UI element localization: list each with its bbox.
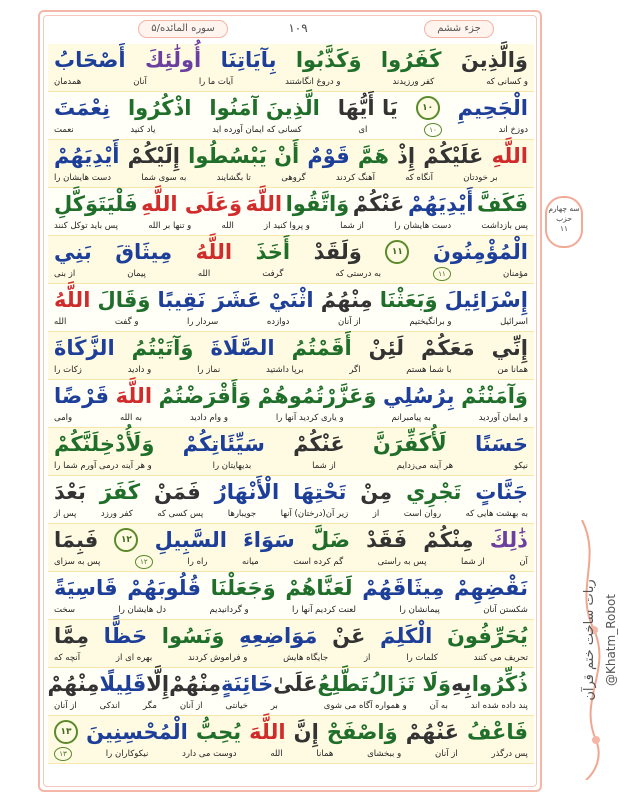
arabic-word: فَلْيَتَوَكَّلِ (54, 192, 138, 216)
arabic-word: أَيْدِيَهُمْ (407, 192, 474, 216)
arabic-word: بِرُسُلِي (383, 384, 455, 408)
word-translation: کفر ورزد (100, 509, 133, 519)
arabic-word: وَعَزَّرْتُمُوهُمْ (257, 384, 377, 408)
arabic-word: مِنْ (360, 480, 393, 504)
word-translation: اگر (349, 365, 361, 375)
watermark-handle: @Khatm_Robot (604, 593, 618, 687)
verse-line (48, 524, 534, 572)
arabic-word: أُولَٰئِكَ (144, 48, 202, 72)
verse-line (48, 188, 534, 236)
word-translation: آنان (133, 77, 147, 87)
arabic-word: فَبِمَا (54, 528, 99, 552)
arabic-word: مِنْكُمْ (423, 528, 474, 552)
arabic-word: اثْنَيْ عَشَرَ (212, 288, 314, 312)
ayah-number-marker: ۱۰ (416, 96, 440, 120)
arabic-word: يُحِبُّ (195, 720, 242, 744)
arabic-word: الْأَنْهَارُ (214, 480, 280, 504)
word-translation: از (363, 653, 371, 663)
verse-line (48, 140, 534, 188)
arabic-word: لَعَنَّاهُمْ (285, 576, 353, 600)
word-translation: الله (54, 317, 67, 327)
word-translation: شکستن آنان (483, 605, 528, 615)
word-translation: الله (197, 269, 211, 279)
word-translation: از آنان (338, 317, 361, 327)
verse-line (48, 44, 534, 92)
word-translation: روان است (403, 509, 442, 519)
arabic-word: كَفَرَ (99, 480, 141, 504)
arabic-word: مِنْهُمْ (169, 672, 222, 696)
arabic-word: يُحَرِّفُونَ (447, 624, 528, 648)
word-translation: و گفت (114, 317, 139, 327)
arabic-row (48, 478, 534, 506)
word-translation: همانا (316, 749, 334, 759)
translation-row (48, 314, 534, 330)
word-translation: به درستی که (335, 269, 382, 279)
arabic-word: عَنْكُمْ (293, 432, 345, 456)
word-translation: خیانتی (225, 701, 248, 711)
word-translation: آیات ما را (198, 77, 234, 87)
arabic-word: وَكَذَّبُوا (295, 48, 362, 72)
translation-row (48, 698, 534, 714)
arabic-word: ذَٰلِكَ (489, 528, 528, 552)
word-translation: همدمان (54, 77, 82, 87)
word-translation: و دادید (127, 365, 152, 375)
arabic-word: اللَّهُ (54, 288, 91, 312)
arabic-row (48, 334, 534, 362)
arabic-word: أَخَذَ (255, 240, 291, 264)
word-translation: نماز را (197, 365, 221, 375)
verse-line (48, 572, 534, 620)
arabic-word: قَوْمٌ (307, 144, 350, 168)
arabic-word: فَقَدْ (366, 528, 408, 552)
arabic-row (48, 190, 534, 218)
arabic-word: اللَّهَ (115, 384, 153, 408)
verse-line (48, 428, 534, 476)
arabic-word: لَئِنْ (368, 336, 405, 360)
arabic-word: إِلَّا (146, 672, 170, 696)
word-translation: و ایمان آوردید (478, 413, 528, 423)
word-translation: از (372, 509, 380, 519)
verse-line (48, 236, 534, 284)
arabic-word: اللَّهَ (245, 192, 283, 216)
arabic-word: مَوَاضِعِهِ (239, 624, 318, 648)
word-translation: تحریف می کنند (473, 653, 528, 663)
word-translation: پس کسی که (157, 509, 204, 519)
word-translation: دست هایشان را (394, 221, 452, 231)
arabic-word: اللَّهَ (249, 720, 286, 744)
word-translation: بر (270, 701, 278, 711)
word-translation: و یاری کردید آنها را (275, 413, 344, 423)
ayah-number-marker-small: ۱۰ (424, 123, 442, 137)
arabic-word: قَلِيلًا (99, 672, 147, 696)
word-translation: و دروغ انگاشتند (285, 77, 341, 87)
arabic-word: لَأُكَفِّرَنَّ (372, 432, 447, 456)
arabic-word: اللَّهُ (195, 240, 233, 264)
word-translation: سخت (54, 605, 75, 615)
verse-line (48, 380, 534, 428)
arabic-word: مِمَّا (54, 624, 89, 648)
arabic-word: نَقِيبًا (157, 288, 206, 312)
arabic-word: وَلَأُدْخِلَنَّكُمْ (54, 432, 155, 456)
hizb-fraction: سه چهارم (548, 204, 580, 213)
arabic-word: وَبَعَثْنَا (379, 288, 438, 312)
arabic-word: سَيِّئَاتِكُمْ (182, 432, 265, 456)
page-header (48, 18, 534, 40)
word-translation: و هر آینه درمی آورم شما را (54, 461, 152, 471)
arabic-word: نَقْضِهِمْ (453, 576, 528, 600)
verse-line (48, 668, 534, 716)
word-translation: مگر (142, 701, 157, 711)
arabic-row (48, 94, 534, 122)
word-translation: همانا من (497, 365, 528, 375)
word-translation: میانه (242, 557, 259, 567)
arabic-word: وَجَعَلْنَا (210, 576, 276, 600)
hizb-marker (545, 196, 583, 248)
word-translation: لعنت کردیم آنها را (292, 605, 356, 615)
hizb-word: حزب (556, 214, 572, 223)
arabic-row (48, 286, 534, 314)
ayah-number-marker-small: ۱۱ (433, 267, 451, 281)
arabic-word: فَاعْفُ (467, 720, 528, 744)
word-translation: به آن (429, 701, 448, 711)
word-translation: و پروا کنید از (264, 221, 310, 231)
translation-row (48, 506, 534, 522)
arabic-row (48, 526, 534, 554)
word-translation: به سوی شما (141, 173, 187, 183)
arabic-word: وَلَا تَزَالُ (368, 672, 452, 696)
arabic-word: خَائِنَةٍ (221, 672, 274, 696)
translation-row (48, 218, 534, 234)
ayah-number-marker-small: ۱۳ (54, 747, 72, 761)
arabic-word: بَنِي (54, 240, 92, 264)
translation-row (48, 410, 534, 426)
ayah-number-marker: ۱۱ (385, 240, 409, 264)
word-translation: و تنها بر الله (148, 221, 192, 231)
arabic-word: قَرْضًا (54, 384, 109, 408)
translation-row (48, 458, 534, 474)
quran-page-frame (38, 10, 542, 792)
word-translation: دل هایشان را (118, 605, 167, 615)
word-translation: به بهشت هایی که (465, 509, 528, 519)
translation-row (48, 362, 534, 378)
arabic-word: إِنِّي (491, 336, 528, 360)
translation-row (48, 74, 534, 90)
word-translation: کسانی که ایمان آورده اید (212, 125, 302, 135)
word-translation: سردار را (187, 317, 219, 327)
word-translation: پس به سزای (54, 557, 101, 567)
juz-label: جزء ششم (424, 20, 494, 38)
verse-line (48, 620, 534, 668)
arabic-word: تَطَّلِعُ (317, 672, 369, 696)
word-translation: پس درگذر (491, 749, 528, 759)
translation-row (48, 170, 534, 186)
word-translation: دوزخ اند (498, 125, 528, 135)
word-translation: برپا داشتید (266, 365, 304, 375)
arabic-word: مَعَكُمْ (421, 336, 475, 360)
word-translation: و گردانیدیم (209, 605, 249, 615)
word-translation: ای (358, 125, 368, 135)
word-translation: جویبارها (227, 509, 257, 519)
arabic-word: بِآيَاتِنَا (220, 48, 277, 72)
arabic-word: تَحْتِهَا (293, 480, 347, 504)
arabic-word: عَنْكُمْ (352, 192, 405, 216)
arabic-word: قُلُوبَهُمْ (127, 576, 201, 600)
arabic-word: إِلَيْكُمْ (127, 144, 180, 168)
arabic-word: الصَّلَاةَ (210, 336, 275, 360)
word-translation: اندکی (99, 701, 120, 711)
arabic-word: الْمُؤْمِنُونَ (432, 240, 528, 264)
word-translation: از آنان (179, 701, 203, 711)
word-translation: دست هایشان را (54, 173, 111, 183)
arabic-word: فَكَفَّ (476, 192, 528, 216)
arabic-word: وَأَقْرَضْتُمُ (158, 384, 252, 408)
arabic-row (48, 238, 534, 266)
arabic-word: وَقَالَ (97, 288, 151, 312)
word-translation: پند داده شده اند (470, 701, 528, 711)
arabic-word: قَاسِيَةً (54, 576, 118, 600)
translation-row (48, 122, 534, 138)
arabic-word: ذُكِّرُوا (471, 672, 528, 696)
ayah-number-marker: ۱۲ (114, 528, 138, 552)
word-translation: نیکوکاران را (105, 749, 149, 759)
ayah-number-marker-small: ۱۲ (135, 555, 153, 569)
arabic-word: أَقَمْتُمُ (291, 336, 352, 360)
arabic-word: اذْكُرُوا (127, 96, 192, 120)
word-translation: پیمان (127, 269, 146, 279)
arabic-word: أَصْحَابُ (54, 48, 126, 72)
arabic-word: السَّبِيلِ (154, 528, 227, 552)
arabic-word: مِيثَاقَهُمْ (362, 576, 445, 600)
word-translation: پس به راستی (377, 557, 427, 567)
arabic-word: وَآتَيْتُمُ (131, 336, 194, 360)
word-translation: آنچه که (54, 653, 81, 663)
word-translation: پیمانشان را (399, 605, 440, 615)
arabic-word: أَيْدِيَهُمْ (54, 144, 120, 168)
arabic-word: مِيثَاقَ (115, 240, 173, 264)
arabic-word: الْجَحِيمِ (457, 96, 528, 120)
channel-watermark (580, 500, 619, 800)
word-translation: و کسانی که (486, 77, 528, 87)
arabic-word: وَآمَنْتُمْ (461, 384, 528, 408)
arabic-row (48, 382, 534, 410)
word-translation: و وام دادید (189, 413, 228, 423)
word-translation: کفر ورزیدند (392, 77, 435, 87)
arabic-word: سَوَاءَ (243, 528, 295, 552)
word-translation: پس باید توکل کنند (54, 221, 118, 231)
verse-line (48, 92, 534, 140)
arabic-word: إِذْ (397, 144, 416, 168)
word-translation: با شما هستم (406, 365, 452, 375)
word-translation: یاد کنید (130, 125, 156, 135)
arabic-word: مِنْهُمْ (47, 672, 100, 696)
word-translation: بهره ای از (115, 653, 153, 663)
arabic-word: تَجْرِي (406, 480, 462, 504)
translation-row (48, 554, 534, 570)
word-translation: دوازده (266, 317, 290, 327)
translation-row (48, 746, 534, 762)
word-translation: از شما (460, 557, 485, 567)
arabic-word: عَنْهُمْ (405, 720, 459, 744)
verse-line (48, 284, 534, 332)
word-translation: الله (270, 749, 283, 759)
translation-row (48, 602, 534, 618)
word-translation: بر خودتان (463, 173, 498, 183)
arabic-word: نِعْمَتَ (54, 96, 111, 120)
arabic-word: أَنْ يَبْسُطُوا (188, 144, 300, 168)
word-translation: آن (519, 557, 528, 567)
translation-row (48, 266, 534, 282)
word-translation: آنگاه که (405, 173, 434, 183)
arabic-word: بِهِ (451, 672, 472, 696)
word-translation: پس از (54, 509, 77, 519)
word-translation: راه را (187, 557, 208, 567)
arabic-word: اللَّهِ (491, 144, 528, 168)
arabic-word: وَنَسُوا (161, 624, 225, 648)
arabic-word: بَعْدَ (54, 480, 86, 504)
word-translation: زکات را (54, 365, 82, 375)
word-translation: بدیهایتان را (212, 461, 252, 471)
arabic-row (48, 718, 534, 746)
word-translation: به پیامبرانم (391, 413, 431, 423)
arabic-word: عَلَيْكُمْ (423, 144, 484, 168)
arabic-word: عَنْ (332, 624, 366, 648)
arabic-word: عَلَىٰ (273, 672, 318, 696)
word-translation: مؤمنان (503, 269, 528, 279)
ayah-number-marker: ۱۳ (54, 720, 78, 744)
word-translation: از بنی (54, 269, 76, 279)
word-translation: و فراموش کردند (188, 653, 248, 663)
arabic-word: جَنَّاتٍ (475, 480, 528, 504)
page-number: ۱۰۹ (288, 21, 308, 35)
word-translation: گروهی (281, 173, 306, 183)
arabic-word: فَمَنْ (154, 480, 201, 504)
arabic-word: وَالَّذِينَ (460, 48, 528, 72)
word-translation: گرفت (262, 269, 284, 279)
word-translation: پس بازداشت (481, 221, 528, 231)
hizb-number: ۱۱ (559, 224, 569, 233)
arabic-row (48, 574, 534, 602)
word-translation: نیکو (513, 461, 528, 471)
word-translation: وامی (54, 413, 73, 423)
arabic-row (48, 430, 534, 458)
arabic-word: يَا أَيُّهَا (337, 96, 398, 120)
word-translation: از شما (340, 221, 364, 231)
word-translation: از شما (312, 461, 336, 471)
word-translation: دوست می دارد (182, 749, 237, 759)
word-translation: هر آینه می‌زدایم (396, 461, 454, 471)
word-translation: به الله (120, 413, 142, 423)
arabic-word: وَاصْفَحْ (326, 720, 398, 744)
word-translation: اسرائیل (500, 317, 528, 327)
verse-line (48, 476, 534, 524)
word-translation: کلمات را (406, 653, 438, 663)
arabic-word: الْمُحْسِنِينَ (86, 720, 188, 744)
word-translation: جایگاه هایش (283, 653, 329, 663)
arabic-row (48, 622, 534, 650)
arabic-word: إِنَّ (293, 720, 319, 744)
word-translation: و ببخشای (367, 749, 402, 759)
arabic-word: هَمَّ (357, 144, 389, 168)
verse-line (48, 716, 534, 764)
arabic-word: الزَّكَاةَ (54, 336, 115, 360)
arabic-row (48, 670, 534, 698)
arabic-word: وَلَقَدْ (313, 240, 362, 264)
word-translation: الله (221, 221, 234, 231)
arabic-row (48, 142, 534, 170)
word-translation: گم کرده است (293, 557, 344, 567)
surah-label: سوره المائده/۵ (138, 20, 228, 38)
arabic-word: الْكَلِمَ (379, 624, 433, 648)
verse-lines (48, 44, 534, 764)
arabic-word: حَظًّا (103, 624, 148, 648)
word-translation: زیر آن(درختان) آنها (280, 509, 349, 519)
arabic-word: وَعَلَى اللَّهِ (141, 192, 243, 216)
arabic-row (48, 46, 534, 74)
word-translation: از آنان (435, 749, 458, 759)
word-translation: آهنگ کردند (335, 173, 375, 183)
arabic-word: الَّذِينَ آمَنُوا (209, 96, 320, 120)
arabic-word: كَفَرُوا (380, 48, 442, 72)
arabic-word: إِسْرَائِيلَ (444, 288, 528, 312)
word-translation: از آنان (54, 701, 77, 711)
verse-line (48, 332, 534, 380)
arabic-word: ضَلَّ (310, 528, 351, 552)
arabic-word: مِنْهُمُ (320, 288, 373, 312)
arabic-word: وَاتَّقُوا (285, 192, 350, 216)
word-translation: نعمت (54, 125, 74, 135)
word-translation: و همواره آگاه می شوی (323, 701, 407, 711)
arabic-word: حَسَنًا (475, 432, 528, 456)
watermark-title: ربات ساخت ختم قرآن (582, 579, 597, 701)
translation-row (48, 650, 534, 666)
word-translation: و برانگیختیم (409, 317, 452, 327)
word-translation: تا بگشایند (216, 173, 251, 183)
